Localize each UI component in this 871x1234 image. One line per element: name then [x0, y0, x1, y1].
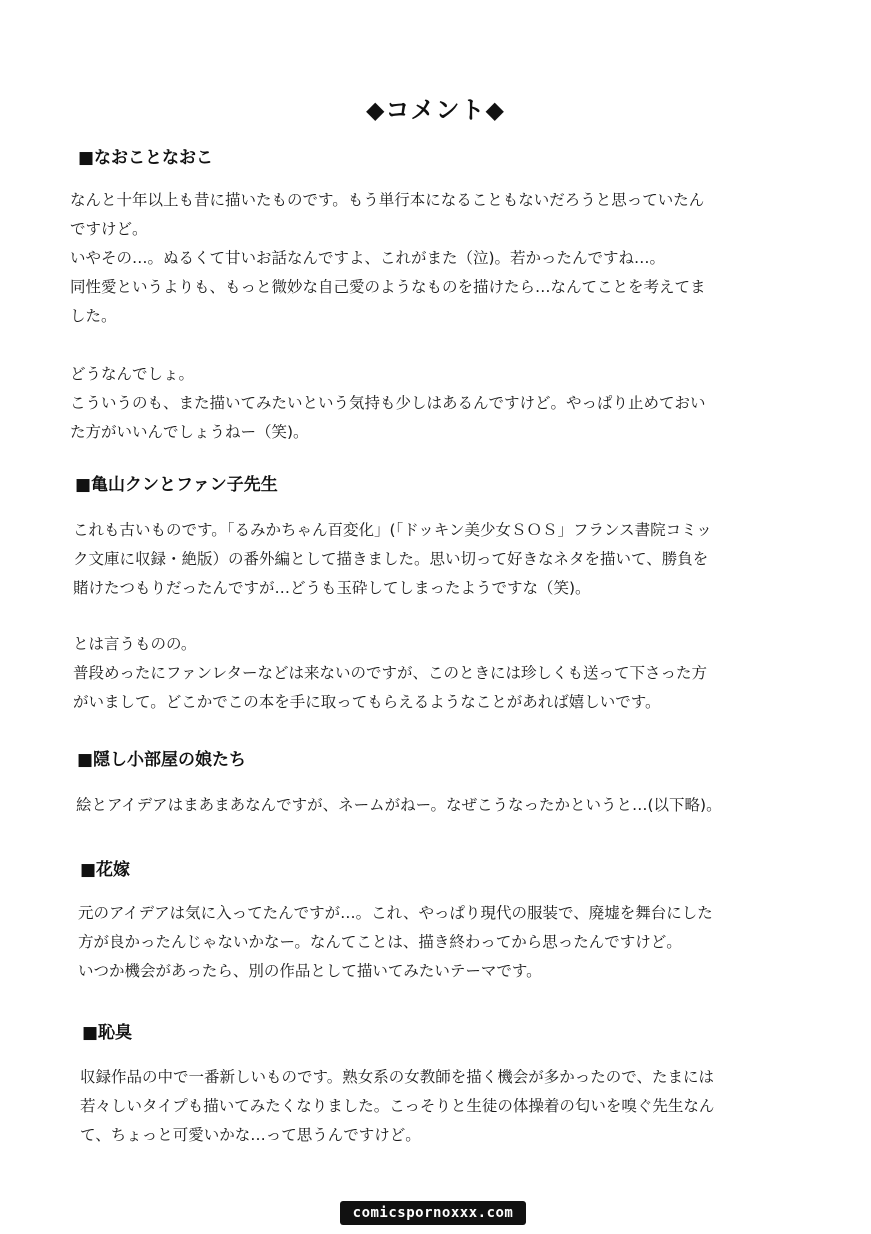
text-line: いやその…。ぬるくて甘いお話なんですよ、これがまた（泣)。若かったんですね…。 — [70, 249, 666, 267]
text-line: た方がいいんでしょうねー（笑)。 — [70, 423, 309, 441]
section-paragraph — [80, 1063, 714, 1150]
section-paragraph — [70, 360, 706, 447]
section-heading-kakushi-kobeya: ■隠し小部屋の娘たち — [77, 750, 247, 770]
text-line: 元のアイデアは気に入ってたんですが…。これ、やっぱり現代の服装で、廃墟を舞台にした — [78, 904, 713, 922]
text-line: 賭けたつもりだったんですが…どうも玉砕してしまったようですな（笑)。 — [73, 579, 591, 597]
section-heading-hanayome: ■花嫁 — [80, 860, 131, 880]
section-heading-naoko: ■なおことなおこ — [78, 148, 214, 168]
text-line: ク文庫に収録・絶版）の番外編として描きました。思い切って好きなネタを描いて、勝負を — [73, 550, 709, 568]
text-line: 若々しいタイプも描いてみたくなりました。こっそりと生徒の体操着の匂いを嗅ぐ先生なん — [80, 1097, 715, 1115]
text-line: こういうのも、また描いてみたいという気持も少しはあるんですけど。やっぱり止めておい — [70, 394, 706, 412]
text-line: 収録作品の中で一番新しいものです。熟女系の女教師を描く機会が多かったので、たまには — [80, 1068, 714, 1086]
text-line: がいまして。どこかでこの本を手に取ってもらえるようなことがあれば嬉しいです。 — [73, 693, 661, 711]
text-line: いつか機会があったら、別の作品として描いてみたいテーマです。 — [78, 962, 542, 980]
section-paragraph — [76, 791, 722, 820]
text-line: とは言うものの。 — [73, 635, 197, 653]
section-paragraph — [70, 186, 706, 331]
text-line: どうなんでしょ。 — [70, 365, 195, 383]
section-paragraph — [78, 899, 713, 986]
text-line: なんと十年以上も昔に描いたものです。もう単行本になることもないだろうと思っていたん — [70, 191, 705, 209]
text-line: て、ちょっと可愛いかな…って思うんですけど。 — [80, 1126, 421, 1144]
text-line: ですけど。 — [70, 220, 148, 238]
text-line: 絵とアイデアはまあまあなんですが、ネームがねー。なぜこうなったかというと…(以下略)。 — [76, 796, 722, 814]
text-line: 普段めったにファンレターなどは来ないのですが、このときには珍しくも送って下さった方 — [73, 664, 708, 682]
watermark-badge: comicspornoxxx.com — [340, 1201, 526, 1225]
text-line: これも古いものです。「るみかちゃん百変化」(「ドッキン美少女ＳＯＳ」フランス書院コミッ — [73, 521, 712, 539]
section-paragraph — [73, 630, 707, 717]
section-heading-kameyama: ■亀山クンとファン子先生 — [75, 475, 278, 495]
text-line: した。 — [70, 307, 117, 325]
text-line: 方が良かったんじゃないかなー。なんてことは、描き終わってから思ったんですけど。 — [78, 933, 682, 951]
page-title: ◆コメント◆ — [366, 96, 505, 124]
section-heading-chishuu: ■恥臭 — [82, 1023, 133, 1043]
text-line: 同性愛というよりも、もっと微妙な自己愛のようなものを描けたら…なんてことを考えてま — [70, 278, 706, 296]
section-paragraph — [73, 516, 712, 603]
